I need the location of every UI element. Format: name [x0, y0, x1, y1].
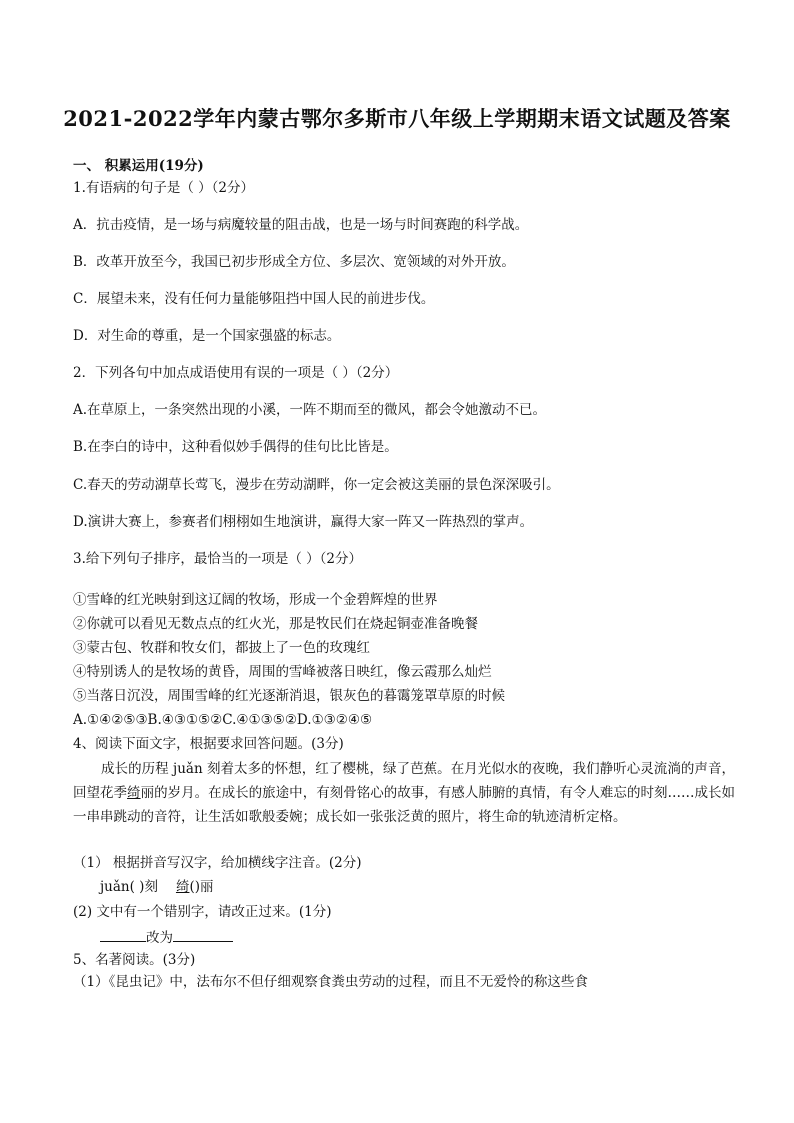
q4-sub1-answer	[100, 878, 214, 896]
q3-sentence-1: ①雪峰的红光映射到这辽阔的牧场，形成一个金碧辉煌的世界	[73, 592, 438, 608]
section-heading: 一、 积累运用(19分)	[73, 158, 204, 174]
passage-part-1: 成长的历程 juǎn 刻着太多的怀想，红了樱桃，绿了芭蕉。在月光似水的夜晚，我们静听心灵流淌的声音，回望花季	[73, 761, 735, 801]
answer-pinyin-blank: juǎn( )刻	[100, 879, 158, 895]
q5-stem: 5、名著阅读。(3分)	[73, 952, 196, 968]
q1-option-b: B．改革开放至今，我国已初步形成全方位、多层次、宽领域的对外开放。	[73, 254, 515, 270]
q1-stem: 1.有语病的句子是（ ）（2分）	[73, 180, 255, 196]
passage-underlined-char: 绮	[127, 785, 141, 801]
q1-option-a: A．抗击疫情，是一场与病魔较量的阻击战，也是一场与时间赛跑的科学战。	[73, 217, 529, 233]
q5-sub1: （1）《昆虫记》中，法布尔不但仔细观察食粪虫劳动的过程，而且不无爱怜的称这些食	[73, 974, 588, 990]
passage-part-2: 丽的岁月。在成长的旅途中，有刻骨铭心的故事，有感人肺腑的真情，有令人难忘的时刻……成长如一串串跳动的音符，让生活如歌般委婉；成长如一张张泛黄的照片，将生命的轨迹清析定格。	[73, 785, 736, 825]
correct-char-blank[interactable]	[173, 927, 233, 942]
q2-stem: 2．下列各句中加点成语使用有误的一项是（ ）（2分）	[73, 365, 399, 381]
q3-sentence-2: ②你就可以看见无数点点的红火光，那是牧民们在烧起铜壶准备晚餐	[73, 616, 478, 632]
q3-answer-options: A.①④②⑤③B.④③①⑤②C.④①③⑤②D.①③②④⑤	[73, 712, 373, 728]
wrong-char-blank[interactable]	[100, 927, 146, 942]
q4-sub1: （1） 根据拼音写汉字，给加横线字注音。(2分)	[73, 855, 362, 871]
q1-option-c: C．展望未来，没有任何力量能够阻挡中国人民的前进步伐。	[73, 291, 435, 307]
q2-option-c: C.春天的劳动湖草长莺飞，漫步在劳动湖畔，你一定会被这美丽的景色深深吸引。	[73, 477, 560, 493]
page-title: 2021-2022学年内蒙古鄂尔多斯市八年级上学期期末语文试题及答案	[63, 106, 731, 131]
answer-underlined-char: 绮	[175, 879, 190, 895]
q3-stem: 3.给下列句子排序，最恰当的一项是（ ）（2分）	[73, 551, 363, 567]
q4-passage	[73, 757, 735, 829]
q4-sub2-answer	[100, 927, 233, 947]
q2-option-a: A.在草原上，一条突然出现的小溪，一阵不期而至的微风，都会令她激动不已。	[73, 402, 547, 418]
q3-sentence-4: ④特别诱人的是牧场的黄昏，周围的雪峰被落日映红，像云霞那么灿烂	[73, 664, 492, 680]
q4-stem: 4、阅读下面文字，根据要求回答问题。(3分)	[73, 736, 344, 752]
q1-option-d: D．对生命的尊重，是一个国家强盛的标志。	[73, 328, 341, 344]
q4-sub2: (2) 文中有一个错别字，请改正过来。(1分)	[73, 904, 332, 920]
q3-sentence-5: ⑤当落日沉没，周围雪峰的红光逐渐消退，银灰色的暮霭笼罩草原的时候	[73, 688, 505, 704]
q3-sentence-3: ③蒙古包、牧群和牧女们，都披上了一色的玫瑰红	[73, 640, 370, 656]
q2-option-b: B.在李白的诗中，这种看似妙手偶得的佳句比比皆是。	[73, 439, 398, 455]
change-to-label: 改为	[146, 930, 173, 946]
answer-pronunciation-blank: ()丽	[189, 879, 214, 895]
q2-option-d: D.演讲大赛上，参赛者们栩栩如生地演讲，赢得大家一阵又一阵热烈的掌声。	[73, 514, 534, 530]
